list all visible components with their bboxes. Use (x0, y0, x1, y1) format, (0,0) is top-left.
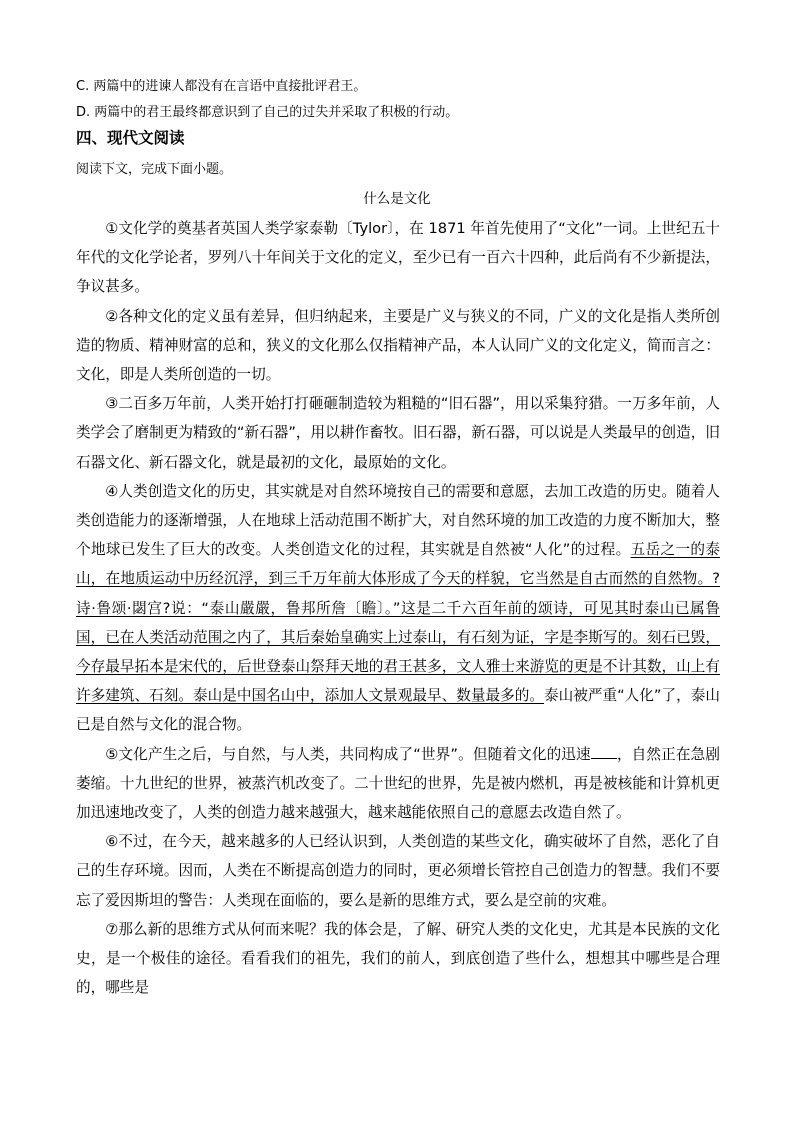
article-body (76, 214, 720, 1002)
paragraph-4-text: ④人类创造文化的历史，其实就是对自然环境按自己的需要和意愿，去加工改造的历史。随着人类创造能力的逐渐增强，人在地球上活动范围不断扩大，对自然环境的加工改造的力度不断加大，整个地球已发生了巨大的改变。人类创造文化的过程，其实就是自然被“人化”的过程。 (76, 482, 720, 559)
paragraph-5-start: ⑤文化产生之后，与自然，与人类，共同构成了“世界”。但随着文化的迅速 (105, 745, 591, 763)
paragraph-6: ⑥不过，在今天，越来越多的人已经认识到，人类创造的某些文化，确实破坏了自然，恶化了自己的生存环境。因而，人类在不断提高创造力的同时，更必须增长管控自己创造力的智慧。我们不要忘了爱因斯坦的警告：人类现在面临的，要么是新的思维方式，要么是空前的灾难。 (76, 833, 720, 909)
paragraph-5 (76, 740, 720, 828)
paragraph-1: ①文化学的奠基者英国人类学家泰勒〔Tylor〕，在 1871 年首先使用了“文化”一词。上世纪五十年代的文化学论者，罗列八十年间关于文化的定义，至少已有一百六十四种，此后尚有不少新提法，争议甚多。 (76, 220, 720, 296)
option-d: D. 两篇中的君王最终都意识到了自己的过失并采取了积极的行动。 (76, 105, 459, 120)
paragraph-4 (76, 477, 720, 740)
reading-instruction: 阅读下文，完成下面小题。 (76, 162, 233, 177)
section-heading: 四、现代文阅读 (76, 129, 185, 147)
paragraph-7: ⑦那么新的思维方式从何而来呢？我的体会是，了解、研究人类的文化史，尤其是本民族的文化史，是一个极佳的途径。看看我们的祖先，我们的前人，到底创造了些什么，想想其中哪些是合理的，哪些是 (76, 920, 720, 997)
underlined-passage: 五岳之一的泰山，在地质运动中历经沉浮，到三千万年前大体形成了今天的样貌，它当然是自古而然的自然物。?诗·鲁颂·閟宫?说：“泰山嚴嚴，鲁邦所詹〔瞻〕。”这是二千六百年前的颂诗，可见其时泰山已属鲁国，已在人类活动范围之内了，其后秦始皇确实上过泰山，有石刻为证，字是李斯写的。刻石已毁，今存最早拓本是宋代的，后世登泰山祭拜天地的君王甚多，文人雅士来游览的更是不计其数，山上有许多建筑、石刻。泰山是中国名山中，添加人文景观最早、数量最多的。 (76, 541, 720, 705)
option-c: C. 两篇中的进谏人都没有在言语中直接批评君王。 (76, 79, 367, 94)
paragraph-5-end: ，自然正在急剧萎缩。十九世纪的世界，被蒸汽机改变了。二十世纪的世界，先是被内燃机，再是被核能和计算机更加迅速地改变了，人类的创造力越来越强大，越来越能依照自己的意愿去改造自然了。 (76, 745, 720, 822)
paragraph-4-tail: 泰山被严重“人化”了，泰山已是自然与文化的混合物。 (76, 687, 720, 734)
paragraph-3: ③二百多万年前，人类开始打打砸砸制造较为粗糙的“旧石器”，用以采集狩猎。一万多年前，人类学会了磨制更为精致的“新石器”，用以耕作畜牧。旧石器，新石器，可以说是人类最早的创造，旧石器文化、新石器文化，就是最初的文化，最原始的文化。 (76, 395, 720, 471)
paragraph-2: ②各种文化的定义虽有差异，但归纳起来，主要是广义与狭义的不同，广义的文化是指人类所创造的物质、精神财富的总和，狭义的文化那么仅指精神产品，本人认同广义的文化定义，简而言之：文化，即是人类所创造的一切。 (76, 307, 720, 384)
fill-in-blank (591, 744, 617, 759)
article-title: 什么是文化 (363, 191, 431, 207)
